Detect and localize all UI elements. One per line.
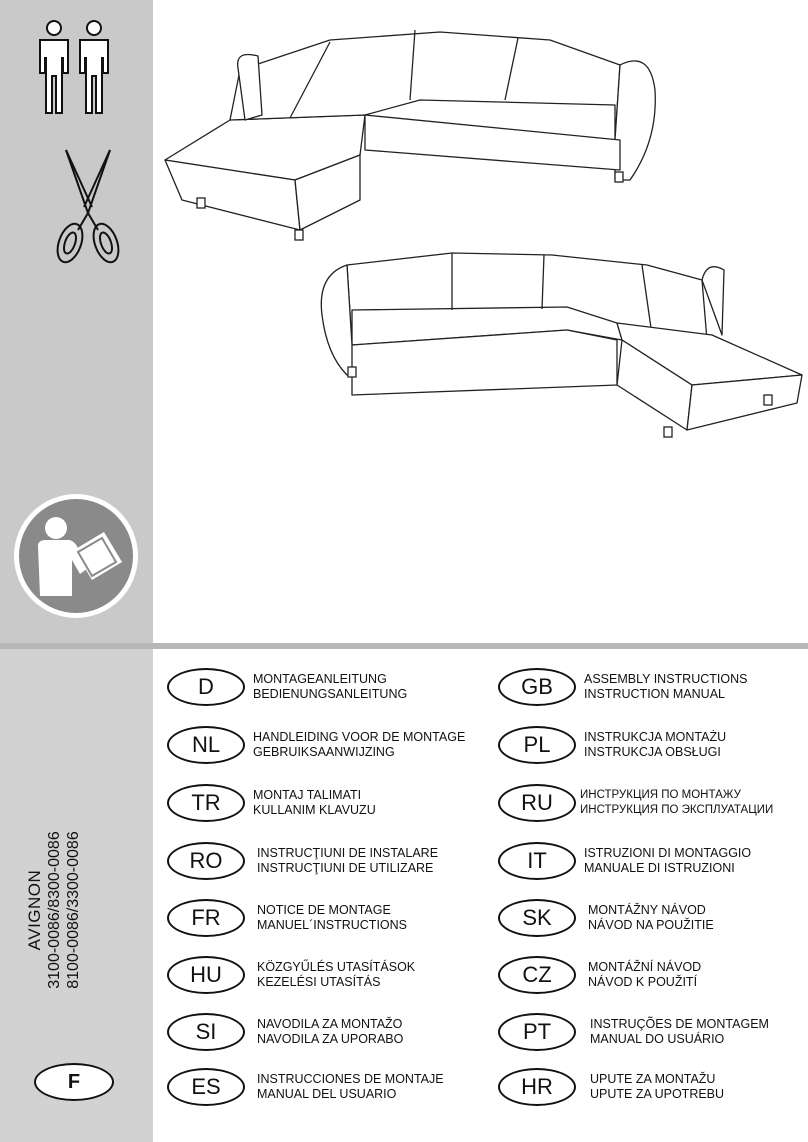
country-badge: F: [34, 1063, 114, 1101]
language-line1: ISTRUZIONI DI MONTAGGIO: [584, 846, 752, 860]
language-line1: NAVODILA ZA MONTAŽO: [257, 1017, 403, 1031]
language-line1: MONTÁŽNY NÁVOD: [588, 903, 706, 917]
language-code: ES: [167, 1068, 245, 1106]
language-line2: NÁVOD K POUŽITÍ: [588, 975, 698, 989]
language-line1: NOTICE DE MONTAGE: [257, 903, 391, 917]
language-code: FR: [167, 899, 245, 937]
product-codes-2: 8100-0086/3300-0086: [65, 831, 82, 989]
language-line2: NAVODILA ZA UPORABO: [257, 1032, 404, 1046]
language-line1: UPUTE ZA MONTAŽU: [590, 1072, 716, 1086]
language-line2: INSTRUKCJA OBSŁUGI: [584, 745, 721, 759]
language-code: HU: [167, 956, 245, 994]
corner-sofa-right-illustration: [312, 245, 808, 445]
language-line2: INSTRUCTION MANUAL: [584, 687, 725, 701]
language-line2: KULLANIM KLAVUZU: [253, 803, 376, 817]
language-line1: KÖZGYŰLÉS UTASÍTÁSOK: [257, 960, 416, 974]
language-line1: ASSEMBLY INSTRUCTIONS: [584, 672, 748, 686]
read-instructions-icon: [12, 492, 140, 620]
corner-sofa-left-illustration: [160, 20, 670, 250]
product-name: AVIGNON: [25, 869, 44, 951]
language-line2: NÁVOD NA POUŽITIE: [588, 918, 714, 932]
language-line2: UPUTE ZA UPOTREBU: [590, 1087, 725, 1101]
language-line2: BEDIENUNGSANLEITUNG: [253, 687, 408, 701]
product-title: [25, 745, 105, 1075]
language-code: NL: [167, 726, 245, 764]
language-line2: MANUALE DI ISTRUZIONI: [584, 861, 735, 875]
language-code: SI: [167, 1013, 245, 1051]
language-code: SK: [498, 899, 576, 937]
language-line1: INSTRUCCIONES DE MONTAJE: [257, 1072, 444, 1086]
language-line1: INSTRUCŢIUNI DE INSTALARE: [257, 846, 439, 860]
language-code: HR: [498, 1068, 576, 1106]
language-code: D: [167, 668, 245, 706]
language-line1: MONTÁŽNÍ NÁVOD: [588, 960, 702, 974]
language-line2: MANUAL DO USUÁRIO: [590, 1032, 725, 1046]
language-line1: ИНСТРУКЦИЯ ПО МОНТАЖУ: [580, 789, 741, 801]
language-line2: MANUEL´INSTRUCTIONS: [257, 918, 408, 932]
language-code: CZ: [498, 956, 576, 994]
language-line1: HANDLEIDING VOOR DE MONTAGE: [253, 730, 466, 744]
two-people-icon: [30, 18, 120, 118]
language-line2: GEBRUIKSAANWIJZING: [253, 745, 395, 759]
language-line2: KEZELÉSI UTASÍTÁS: [257, 975, 381, 989]
language-line2: ИНСТРУКЦИЯ ПО ЭКСПЛУАТАЦИИ: [580, 804, 774, 816]
language-line2: INSTRUCŢIUNI DE UTILIZARE: [257, 861, 434, 875]
language-line1: INSTRUKCJA MONTAŻU: [584, 730, 727, 744]
product-codes-1: 3100-0086/8300-0086: [46, 831, 63, 989]
language-code: PL: [498, 726, 576, 764]
language-code: PT: [498, 1013, 576, 1051]
language-line1: MONTAJ TALIMATI: [253, 788, 362, 802]
language-code: RU: [498, 784, 576, 822]
language-line1: MONTAGEANLEITUNG: [253, 672, 387, 686]
language-line2: MANUAL DEL USUARIO: [257, 1087, 397, 1101]
language-code: GB: [498, 668, 576, 706]
language-code: IT: [498, 842, 576, 880]
language-code: TR: [167, 784, 245, 822]
scissors-icon: [48, 145, 128, 270]
language-line1: INSTRUÇÕES DE MONTAGEM: [590, 1017, 769, 1031]
language-code: RO: [167, 842, 245, 880]
